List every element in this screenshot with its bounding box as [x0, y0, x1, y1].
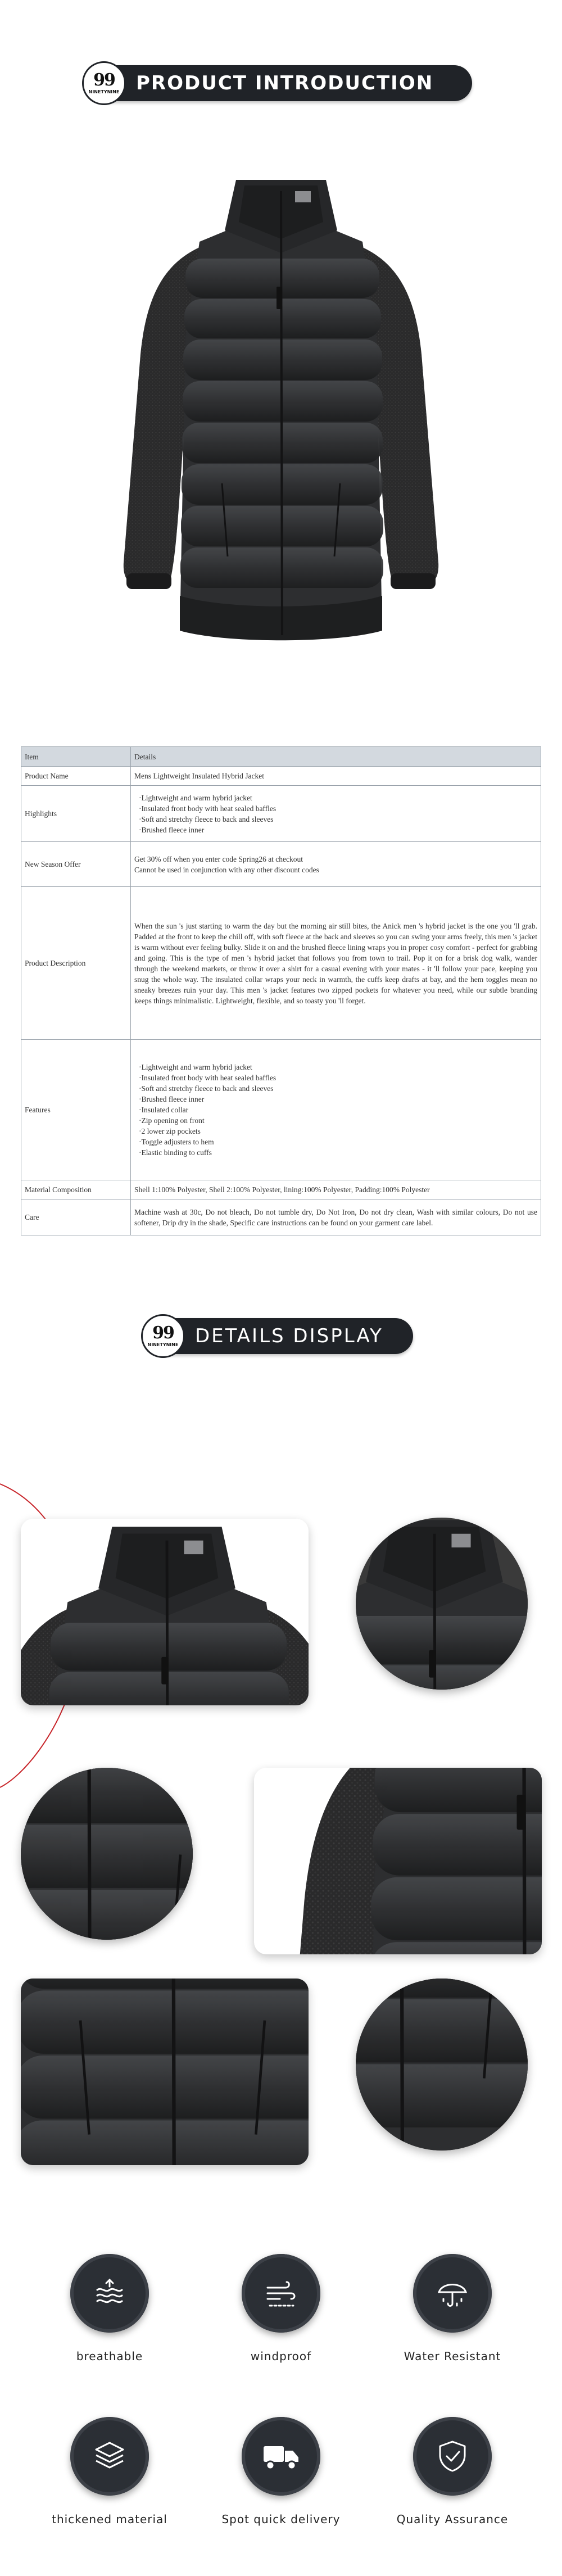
- quality-shield-icon: [413, 2417, 492, 2496]
- brand-logo-text: NINETYNINE: [88, 89, 120, 94]
- feature-item: · Toggle adjusters to hem: [139, 1137, 537, 1147]
- highlights-value: [131, 786, 541, 842]
- feature-label: Quality Assurance: [396, 2512, 509, 2526]
- row-label-offer: New Season Offer: [21, 842, 131, 887]
- section-title: DETAILS DISPLAY: [195, 1325, 383, 1347]
- feature-item: · Lightweight and warm hybrid jacket: [139, 1062, 537, 1072]
- detail-image-collar-circle: [356, 1518, 528, 1690]
- offer-value: [131, 842, 541, 887]
- table-header-details: Details: [131, 747, 541, 767]
- section-title: PRODUCT INTRODUCTION: [136, 72, 434, 94]
- detail-image-lower-body: [21, 1979, 309, 2165]
- feature-label: windproof: [250, 2349, 312, 2363]
- table-header-row: [21, 747, 541, 767]
- brand-logo: [82, 61, 126, 105]
- feature-item: · Soft and stretchy fleece to back and sleeves: [139, 1083, 537, 1094]
- row-label-features: Features: [21, 1040, 131, 1180]
- feature-label: breathable: [76, 2349, 143, 2363]
- feature-label: Water Resistant: [404, 2349, 501, 2363]
- offer-line: Get 30% off when you enter code Spring26 at checkout: [134, 854, 303, 863]
- feature-item: · Insulated collar: [139, 1104, 537, 1115]
- feature-windproof: [219, 2254, 343, 2363]
- table-row: [21, 1199, 541, 1235]
- highlight-item: · Brushed fleece inner: [139, 825, 537, 835]
- description-value: When the sun 's just starting to warm the day but the morning air still bites, the Anick men 's hybrid jacket is the one you 'll grab. Padded at the front to keep the chill off, with soft fleece at the back and sleeves so you can swing your arms freely, this men 's jacket is warm without ever feeling bulky. Slide it on and the brushed fleece lining wraps you in proper cosy comfort - perfect for grabbing and going. This is the type of men 's hybrid jacket that follows you from town to trail. Pop it on for a brisk dog walk, wander through the weekend markets, or throw it over a shirt for a casual evening with your mates - it 'll follow your pace, keeping you snug the whole way. The insulated collar wraps your neck in warmth, the cuffs keep drafts at bay, and the hem toggles mean no sneaky breezes ruin your day. This men 's jacket features two zipped pockets for whatever you need, while our subtle branding keeps things minimalistic. Lightweight, flexible, and so toasty you 'll forget.: [131, 887, 541, 1040]
- brand-logo: [141, 1314, 185, 1358]
- brand-logo-number: 99: [93, 70, 115, 90]
- detail-image-upper-jacket: [21, 1519, 309, 1705]
- thickened-material-icon: [70, 2417, 149, 2496]
- section-header-product-introduction: [90, 65, 472, 101]
- feature-item: · 2 lower zip pockets: [139, 1126, 537, 1137]
- row-label-care: Care: [21, 1199, 131, 1235]
- feature-item: · Brushed fleece inner: [139, 1094, 537, 1104]
- feature-quick-delivery: [219, 2417, 343, 2526]
- care-value: Machine wash at 30c, Do not bleach, Do not tumble dry, Do Not Iron, Do not dry clean, Wash with similar colours, Do not use softener, Drip dry in the shade, Specific care instructions can be found on your garment care label.: [131, 1199, 541, 1235]
- table-header-item: Item: [21, 747, 131, 767]
- detail-image-pocket-circle: [21, 1768, 193, 1940]
- water-resistant-icon: [413, 2254, 492, 2333]
- material-value: Shell 1:100% Polyester, Shell 2:100% Polyester, lining:100% Polyester, Padding:100% Polyester: [131, 1180, 541, 1199]
- product-spec-table: [21, 746, 541, 1235]
- highlight-item: · Soft and stretchy fleece to back and sleeves: [139, 814, 537, 825]
- row-label-description: Product Description: [21, 887, 131, 1040]
- delivery-truck-icon: [242, 2417, 320, 2496]
- detail-image-hem-circle: [356, 1979, 528, 2151]
- section-header-details-display: [149, 1318, 413, 1354]
- brand-logo-number: 99: [152, 1323, 174, 1343]
- table-row: [21, 887, 541, 1040]
- brand-logo-text: NINETYNINE: [147, 1342, 179, 1347]
- feature-thickened-material: [48, 2417, 171, 2526]
- row-label-product-name: Product Name: [21, 767, 131, 786]
- highlight-item: · Lightweight and warm hybrid jacket: [139, 793, 537, 803]
- feature-label: thickened material: [52, 2512, 167, 2526]
- feature-item: · Zip opening on front: [139, 1115, 537, 1126]
- breathable-icon: [70, 2254, 149, 2333]
- feature-breathable: [48, 2254, 171, 2363]
- row-label-material: Material Composition: [21, 1180, 131, 1199]
- table-row: [21, 1180, 541, 1199]
- feature-item: · Elastic binding to cuffs: [139, 1147, 537, 1158]
- product-main-image: [101, 169, 461, 652]
- table-row: [21, 767, 541, 786]
- feature-water-resistant: [391, 2254, 514, 2363]
- product-name-value: Mens Lightweight Insulated Hybrid Jacket: [131, 767, 541, 786]
- table-row: [21, 842, 541, 887]
- feature-item: · Insulated front body with heat sealed baffles: [139, 1072, 537, 1083]
- detail-image-sleeve-closeup: [254, 1768, 542, 1954]
- features-value: [131, 1040, 541, 1180]
- feature-label: Spot quick delivery: [221, 2512, 341, 2526]
- table-row: [21, 1040, 541, 1180]
- windproof-icon: [242, 2254, 320, 2333]
- row-label-highlights: Highlights: [21, 786, 131, 842]
- highlight-item: · Insulated front body with heat sealed baffles: [139, 803, 537, 814]
- offer-line: Cannot be used in conjunction with any other discount codes: [134, 865, 319, 874]
- table-row: [21, 786, 541, 842]
- feature-quality-assurance: [391, 2417, 514, 2526]
